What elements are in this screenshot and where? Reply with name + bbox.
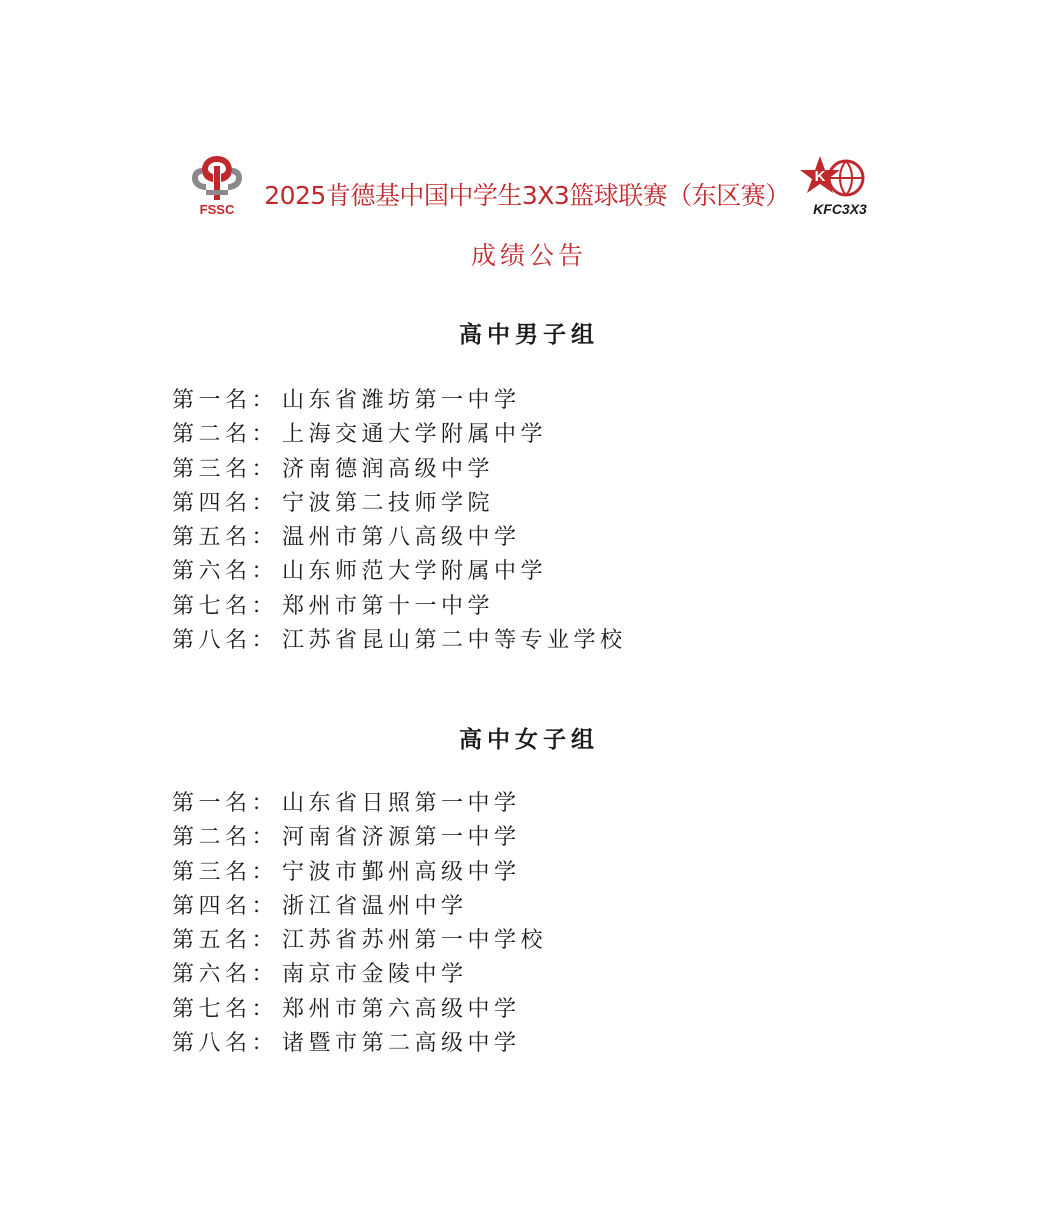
- rank-row: [172, 624, 872, 658]
- rank-row: [172, 924, 872, 958]
- announcement-subtitle: 成绩公告: [470, 241, 587, 270]
- rank-row: [172, 787, 872, 821]
- school-name: 南京市金陵中学: [282, 962, 468, 988]
- fssc-logo-icon: [184, 152, 250, 218]
- school-name: 宁波第二技师学院: [282, 490, 495, 516]
- main-title: 2025肯德基中国中学生3X3篮球联赛（东区赛）: [264, 181, 790, 210]
- rank-row: [172, 590, 872, 624]
- rank-label: 第八名：: [172, 1031, 279, 1057]
- kfc-logo-mark: K: [814, 168, 826, 185]
- rank-label: 第八名：: [172, 628, 279, 654]
- rank-label: 第四名：: [172, 490, 279, 516]
- rank-label: 第三名：: [172, 859, 279, 885]
- school-name: 山东省日照第一中学: [282, 791, 521, 816]
- kfc-logo-text: KFC3X3: [813, 201, 867, 217]
- school-name: 山东省潍坊第一中学: [282, 388, 521, 413]
- rank-row: [172, 453, 872, 487]
- rank-label: 第六名：: [172, 559, 279, 585]
- rank-row: [172, 384, 872, 418]
- rank-label: 第二名：: [172, 825, 279, 851]
- rank-row: [172, 487, 872, 521]
- rank-row: [172, 993, 872, 1027]
- school-name: 郑州市第六高级中学: [282, 996, 521, 1022]
- rank-list-boys: [172, 384, 872, 658]
- rank-row: [172, 418, 872, 452]
- rank-row: [172, 856, 872, 890]
- fssc-logo-text: FSSC: [199, 202, 235, 217]
- school-name: 宁波市鄞州高级中学: [282, 859, 521, 885]
- rank-label: 第一名：: [172, 388, 279, 413]
- school-name: 江苏省昆山第二中等专业学校: [282, 628, 627, 654]
- rank-list-girls: [172, 787, 872, 1061]
- school-name: 郑州市第十一中学: [282, 593, 495, 619]
- school-name: 山东师范大学附属中学: [282, 559, 548, 585]
- school-name: 浙江省温州中学: [282, 893, 468, 919]
- rank-row: [172, 821, 872, 855]
- group-title-girls: 高中女子组: [459, 727, 599, 753]
- document-header: [0, 150, 1058, 230]
- school-name: 济南德润高级中学: [282, 456, 495, 482]
- rank-row: [172, 1027, 872, 1061]
- rank-label: 第二名：: [172, 422, 279, 448]
- school-name: 诸暨市第二高级中学: [282, 1031, 521, 1057]
- rank-row: [172, 521, 872, 555]
- rank-row: [172, 890, 872, 924]
- kfc-3x3-logo-icon: [800, 152, 880, 218]
- rank-label: 第七名：: [172, 996, 279, 1022]
- rank-label: 第五名：: [172, 928, 279, 954]
- school-name: 温州市第八高级中学: [282, 525, 521, 551]
- rank-label: 第七名：: [172, 593, 279, 619]
- rank-label: 第五名：: [172, 525, 279, 551]
- group-title-boys: 高中男子组: [459, 322, 599, 348]
- school-name: 江苏省苏州第一中学校: [282, 928, 548, 954]
- rank-label: 第四名：: [172, 893, 279, 919]
- school-name: 上海交通大学附属中学: [282, 422, 548, 448]
- rank-row: [172, 555, 872, 589]
- school-name: 河南省济源第一中学: [282, 825, 521, 851]
- rank-label: 第三名：: [172, 456, 279, 482]
- rank-label: 第六名：: [172, 962, 279, 988]
- rank-row: [172, 958, 872, 992]
- rank-label: 第一名：: [172, 791, 279, 816]
